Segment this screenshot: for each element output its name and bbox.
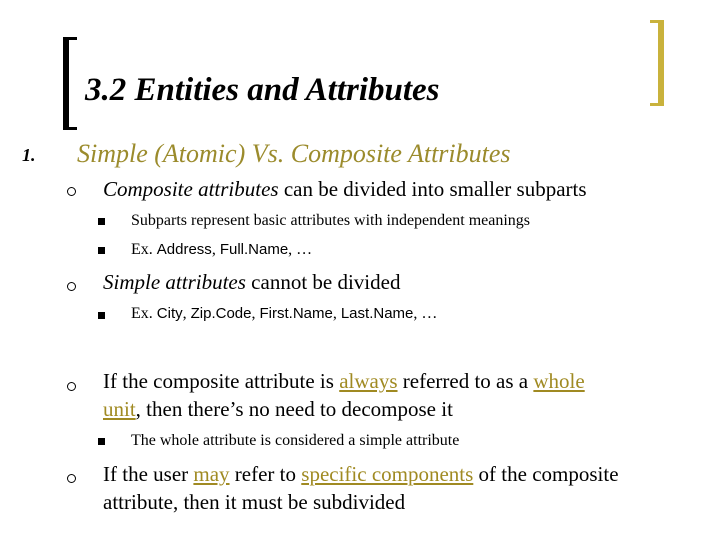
title-right-bracket	[650, 20, 664, 106]
bullet-text: , then there’s no need to decompose it	[135, 397, 453, 421]
link-whole[interactable]: whole	[533, 369, 585, 393]
ellipsis: , …	[288, 241, 313, 258]
bullet-specific-components-line2: attribute, then it must be subdivided	[103, 490, 406, 514]
bullet-whole-unit-line2	[103, 395, 453, 423]
bullet-text: referred to as a	[397, 369, 534, 393]
section-heading: Simple (Atomic) Vs. Composite Attributes	[77, 139, 511, 168]
sub-bullet-whole-attribute: The whole attribute is considered a simple attribute	[131, 432, 460, 449]
bullet-text: refer to	[229, 462, 302, 486]
term-composite: Composite attributes	[103, 177, 279, 201]
square-bullet-icon	[98, 247, 105, 254]
separator: ,	[182, 305, 191, 322]
bullet-text: cannot be divided	[245, 270, 401, 294]
slide-title: 3.2 Entities and Attributes	[85, 72, 440, 108]
square-bullet-icon	[98, 218, 105, 225]
hollow-circle-bullet-icon	[67, 187, 76, 196]
example-fullname: Full.Name	[219, 241, 289, 258]
bullet-text: of the composite	[473, 462, 619, 486]
ellipsis: , …	[413, 305, 438, 322]
link-unit[interactable]: unit	[103, 397, 136, 421]
bullet-simple-attributes	[103, 268, 400, 296]
bullet-text: If the user	[103, 462, 194, 486]
example-city: City	[156, 305, 183, 322]
hollow-circle-bullet-icon	[67, 282, 76, 291]
bullet-text: If the composite attribute is	[103, 369, 340, 393]
example-firstname: First.Name	[259, 305, 333, 322]
example-lastname: Last.Name	[340, 305, 414, 322]
link-may[interactable]: may	[193, 462, 230, 486]
separator: ,	[211, 241, 220, 258]
square-bullet-icon	[98, 438, 105, 445]
sub-bullet-simple-examples	[131, 304, 437, 324]
separator: ,	[332, 305, 341, 322]
square-bullet-icon	[98, 312, 105, 319]
sub-bullet-subparts: Subparts represent basic attributes with independent meanings	[131, 212, 531, 229]
hollow-circle-bullet-icon	[67, 474, 76, 483]
term-simple: Simple attributes	[103, 270, 246, 294]
sub-bullet-composite-examples	[131, 240, 312, 260]
example-zipcode: Zip.Code	[190, 305, 252, 322]
example-address: Address	[156, 241, 212, 258]
link-specific-components[interactable]: specific components	[301, 462, 474, 486]
example-prefix: Ex.	[131, 241, 157, 258]
bullet-composite-attributes	[103, 175, 587, 203]
section-number: 1.	[22, 145, 36, 165]
bullet-whole-unit	[103, 367, 585, 395]
hollow-circle-bullet-icon	[67, 382, 76, 391]
title-left-bracket	[63, 37, 77, 130]
bullet-text: can be divided into smaller subparts	[278, 177, 587, 201]
separator: ,	[251, 305, 260, 322]
bullet-specific-components	[103, 460, 619, 488]
link-always[interactable]: always	[339, 369, 398, 393]
example-prefix: Ex.	[131, 305, 157, 322]
